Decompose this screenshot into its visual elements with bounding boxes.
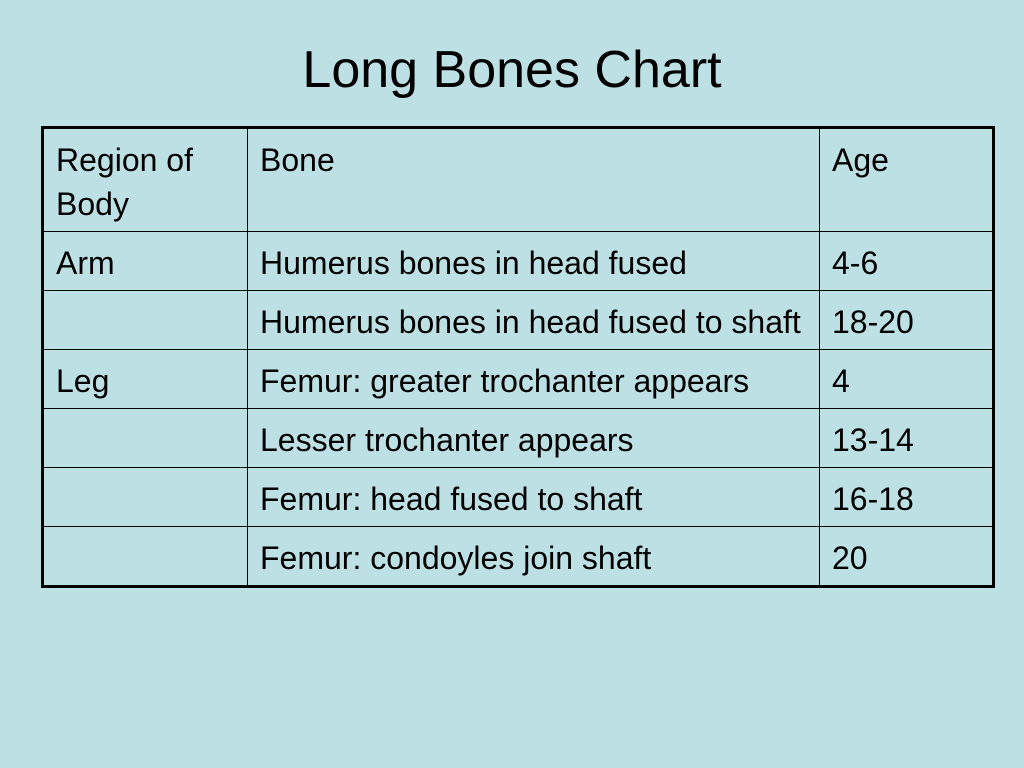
table-row: [43, 527, 994, 587]
table-row: [43, 291, 994, 350]
header-cell-bone: Bone: [248, 128, 820, 232]
header-cell-region: Region of Body: [43, 128, 248, 232]
region-cell: [43, 409, 248, 468]
region-cell: [43, 527, 248, 587]
bone-cell: Femur: head fused to shaft: [248, 468, 820, 527]
age-cell: 4-6: [820, 232, 994, 291]
age-cell: 20: [820, 527, 994, 587]
region-cell: Leg: [43, 350, 248, 409]
slide-title: Long Bones Chart: [302, 41, 722, 99]
region-cell: [43, 468, 248, 527]
bone-cell: Femur: greater trochanter appears: [248, 350, 820, 409]
header-cell-age: Age: [820, 128, 994, 232]
region-cell: [43, 291, 248, 350]
bone-cell: Lesser trochanter appears: [248, 409, 820, 468]
age-cell: 4: [820, 350, 994, 409]
age-cell: 16-18: [820, 468, 994, 527]
bone-cell: Humerus bones in head fused to shaft: [248, 291, 820, 350]
age-cell: 18-20: [820, 291, 994, 350]
long-bones-table: [41, 126, 995, 588]
bone-cell: Femur: condoyles join shaft: [248, 527, 820, 587]
table-row: [43, 468, 994, 527]
table-header-row: [43, 128, 994, 232]
bone-cell: Humerus bones in head fused: [248, 232, 820, 291]
region-cell: Arm: [43, 232, 248, 291]
table-row: [43, 350, 994, 409]
table-row: [43, 232, 994, 291]
table-row: [43, 409, 994, 468]
age-cell: 13-14: [820, 409, 994, 468]
